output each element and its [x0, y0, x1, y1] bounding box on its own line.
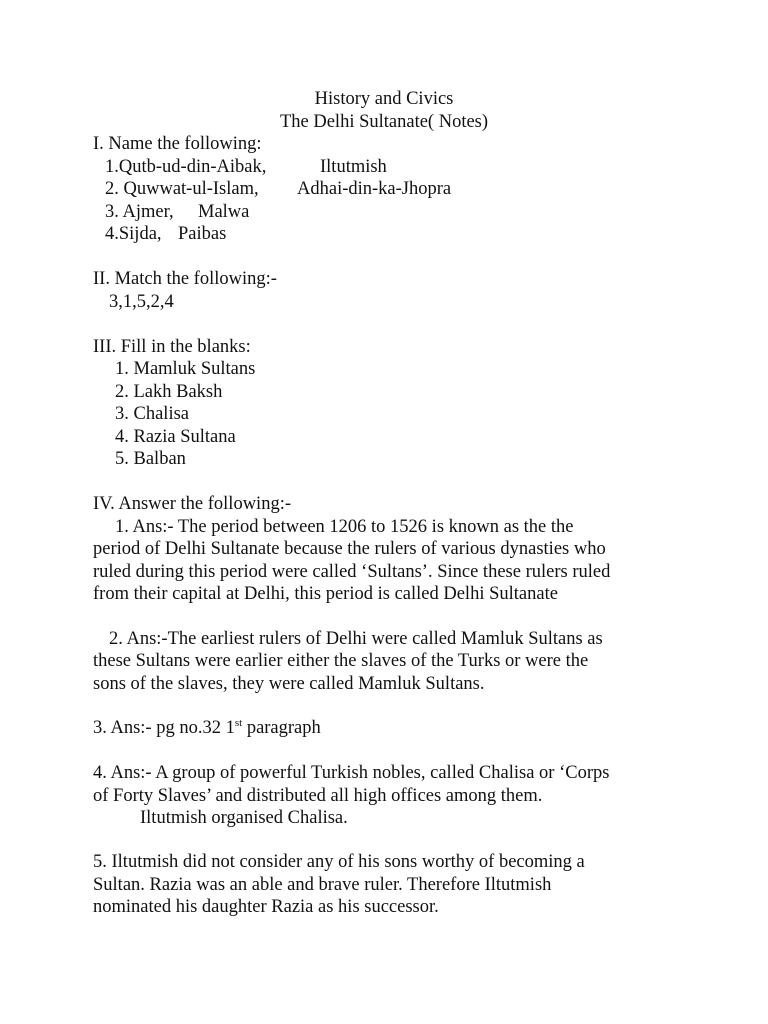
item-number: 4. — [105, 224, 119, 244]
paragraph-line: nominated his daughter Razia as his successor. — [93, 897, 439, 917]
list-item — [105, 156, 266, 179]
paragraph-line: Iltutmish organised Chalisa. — [140, 808, 348, 828]
item-answer-b: Iltutmish — [320, 156, 387, 177]
answer-3-suffix: paragraph — [242, 718, 321, 738]
item-number: 3. — [105, 201, 119, 222]
list-item — [105, 201, 174, 224]
paragraph-line: from their capital at Delhi, this period is called Delhi Sultanate — [93, 584, 558, 604]
paragraph-line: 4. Ans:- A group of powerful Turkish nobles, called Chalisa or ‘Corps — [93, 763, 610, 783]
document-title: History and Civics — [314, 89, 454, 109]
item-number: 1. — [105, 156, 119, 177]
paragraph-line: period of Delhi Sultanate because the rulers of various dynasties who — [93, 539, 606, 559]
item-answer-b: Paibas — [178, 224, 227, 244]
document-subtitle: The Delhi Sultanate( Notes) — [279, 111, 489, 132]
list-item — [105, 178, 259, 201]
item-answer-b: Adhai-din-ka-Jhopra — [297, 179, 452, 199]
section-3-heading: III. Fill in the blanks: — [93, 336, 251, 357]
item-answer-a: Sijda, — [118, 224, 162, 244]
answer-3-line — [93, 717, 321, 740]
list-item: 2. Lakh Baksh — [115, 381, 223, 402]
paragraph-line: 5. Iltutmish did not consider any of his sons worthy of becoming a — [93, 852, 585, 872]
answer-5-paragraph — [93, 851, 693, 919]
item-answer-a: Quwwat-ul-Islam, — [123, 179, 259, 199]
answer-4-paragraph — [93, 762, 693, 830]
match-answer: 3,1,5,2,4 — [109, 291, 174, 312]
item-answer-b: Malwa — [198, 201, 250, 222]
answer-2-paragraph — [93, 628, 693, 696]
item-number: 2. — [105, 179, 119, 199]
paragraph-line: ruled during this period were called ‘Sultans’. Since these rulers ruled — [93, 561, 611, 582]
paragraph-line: sons of the slaves, they were called Mamluk Sultans. — [93, 673, 485, 694]
list-item: 3. Chalisa — [115, 404, 189, 424]
paragraph-line: these Sultans were earlier either the slaves of the Turks or were the — [93, 651, 589, 671]
paragraph-line: Sultan. Razia was an able and brave ruler. Therefore Iltutmish — [93, 874, 552, 895]
ordinal-superscript: st — [234, 716, 243, 729]
item-answer-a: Ajmer, — [122, 201, 174, 222]
answer-3-text: 3. Ans:- pg no.32 1 — [93, 718, 235, 738]
list-item: 1. Mamluk Sultans — [115, 359, 256, 379]
section-2-heading: II. Match the following:- — [93, 269, 277, 289]
section-4-heading: IV. Answer the following:- — [93, 494, 291, 514]
paragraph-line: of Forty Slaves’ and distributed all high offices among them. — [93, 785, 543, 806]
answer-1-paragraph — [93, 516, 693, 606]
list-item — [105, 223, 162, 246]
paragraph-line: 1. Ans:- The period between 1206 to 1526 is known as the the — [115, 516, 574, 537]
paragraph-line: 2. Ans:-The earliest rulers of Delhi were called Mamluk Sultans as — [109, 628, 603, 649]
list-item: 5. Balban — [115, 449, 186, 469]
item-answer-a: Qutb-ud-din-Aibak, — [118, 156, 267, 177]
section-1-heading: I. Name the following: — [93, 134, 262, 154]
list-item: 4. Razia Sultana — [115, 426, 236, 447]
